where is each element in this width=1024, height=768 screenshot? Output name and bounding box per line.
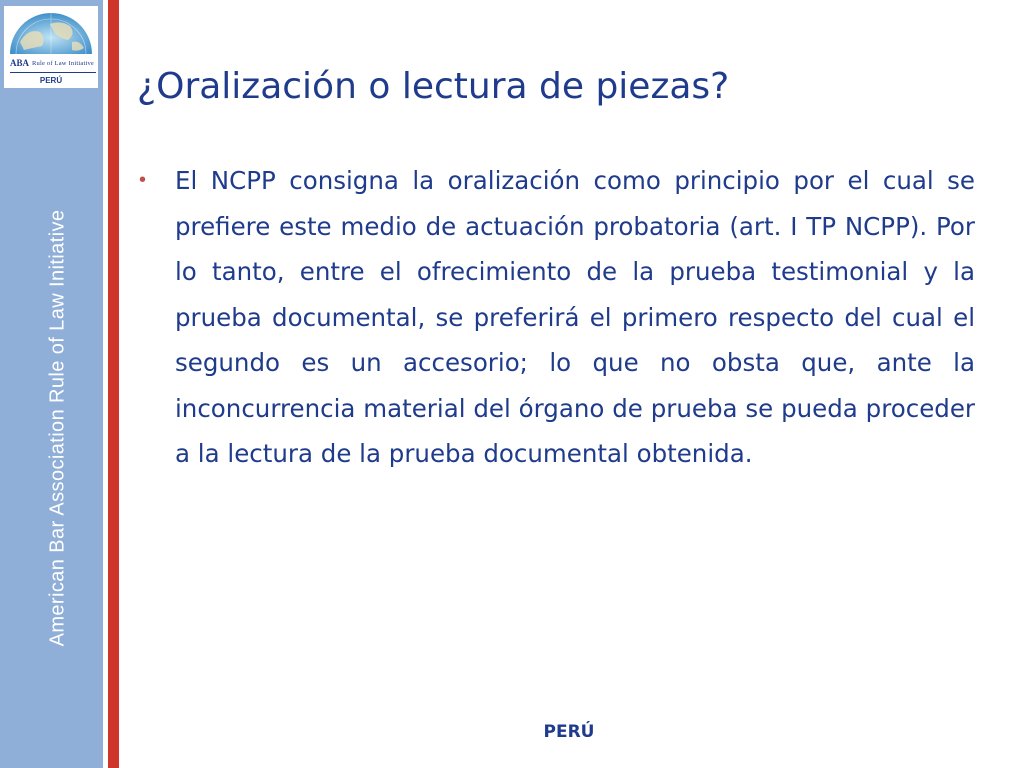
slide-bullet-text: El NCPP consigna la oralización como principio por el cual se prefiere este medio de actuación probatoria (art. I TP NCPP). Por lo tanto, entre el ofrecimiento de la prueba testimonial y la prueba documental, se preferirá el primero respecto del cual el segundo es un accesorio; lo que no obsta que, ante la inconcurrencia material del órgano de prueba se pueda proceder a la lectura de la prueba documental obtenida.: [175, 166, 975, 468]
slide-title: ¿Oralización o lectura de piezas?: [137, 66, 730, 107]
logo-country: PERÚ: [39, 76, 63, 85]
logo-org: [10, 58, 96, 68]
logo-mark: ABA: [10, 58, 30, 68]
logo-org-name: Rule of Law Initiative: [32, 59, 94, 67]
bullet-icon: •: [139, 169, 147, 191]
logo-divider: [10, 72, 96, 73]
world-globe-icon: [6, 8, 96, 54]
accent-bar: [108, 0, 119, 768]
aba-logo: [4, 6, 98, 88]
sidebar-vertical-text: American Bar Association Rule of Law Initiative: [46, 209, 69, 647]
footer-country: PERÚ: [543, 722, 595, 742]
